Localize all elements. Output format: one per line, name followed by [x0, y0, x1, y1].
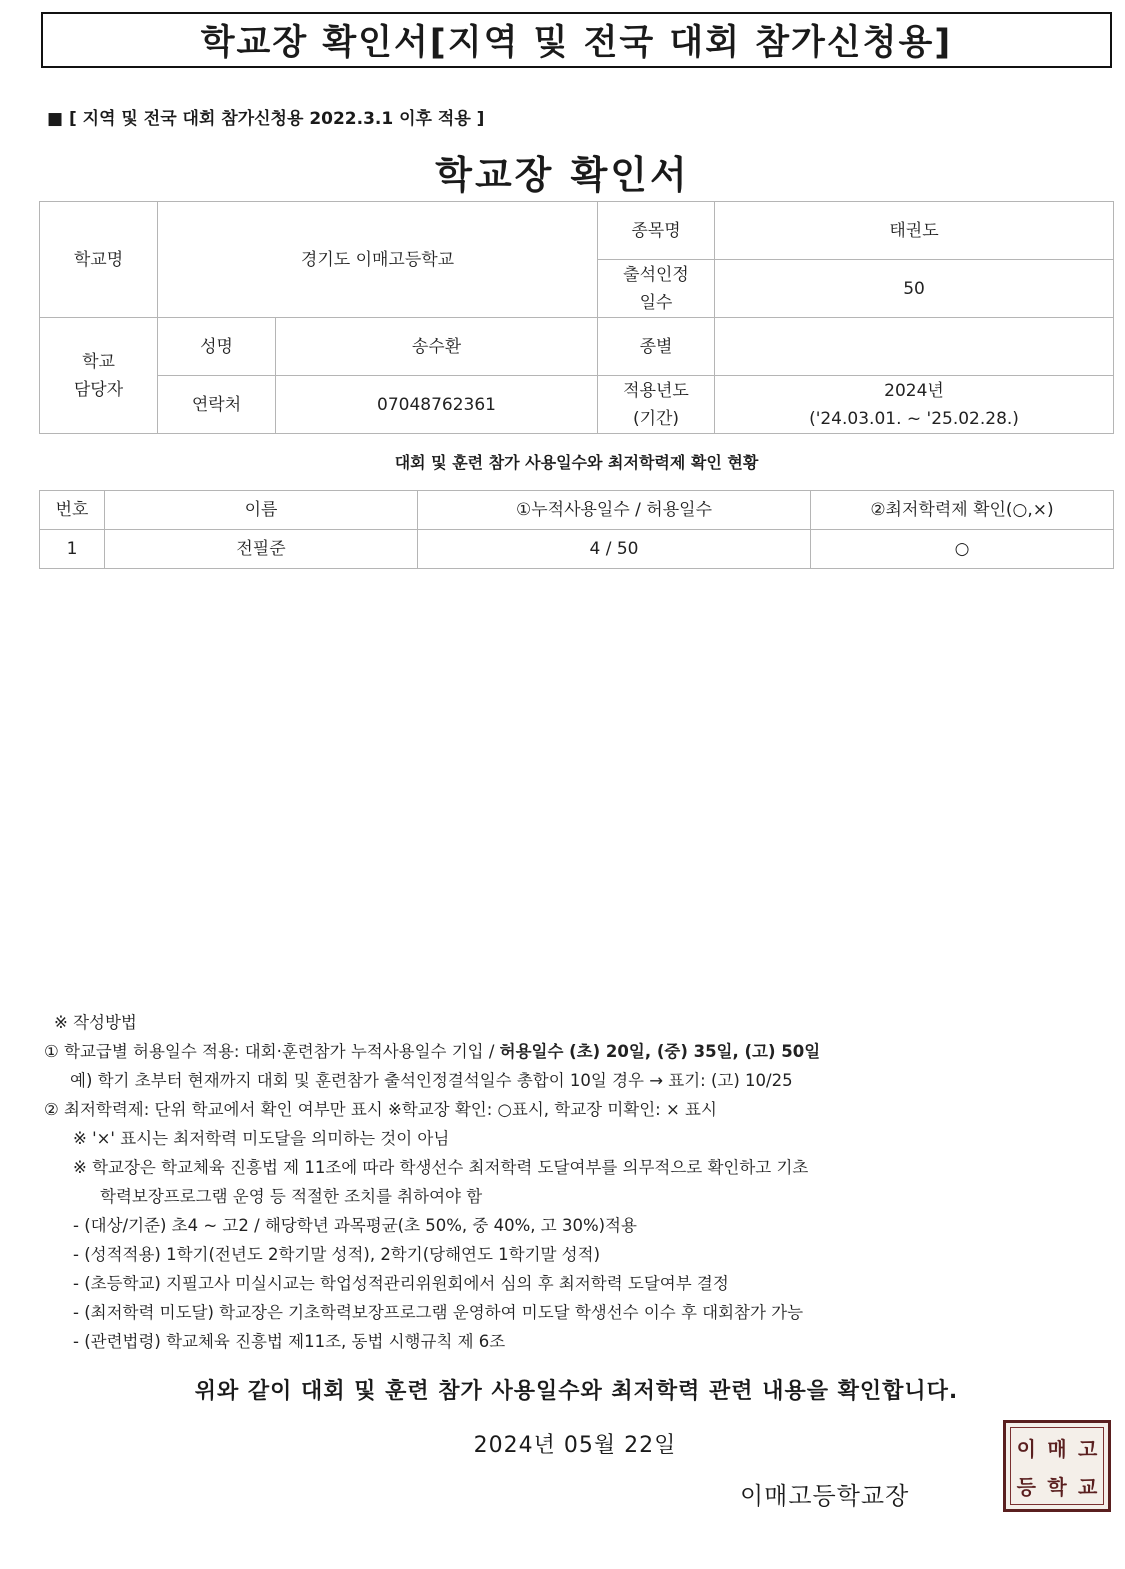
instruction-line-9: - (초등학교) 지필고사 미실시교는 학업성적관리위원회에서 심의 후 최저학력 도달여부 결정: [73, 1274, 729, 1293]
year-label-line1: 적용년도: [623, 380, 689, 401]
seal-char: 이: [1016, 1436, 1036, 1461]
document-header-title: 학교장 확인서[지역 및 전국 대회 참가신청용]: [41, 12, 1112, 68]
applicable-year-value: [715, 376, 1114, 434]
seal-char: 등: [1016, 1474, 1036, 1499]
instruction-line-8: - (성적적용) 1학기(전년도 2학기말 성적), 2학기(당해연도 1학기말 성적): [73, 1245, 601, 1264]
school-info-table: [39, 201, 1114, 434]
attendance-label-line1: 출석인정: [623, 264, 689, 285]
header-number: 번호: [40, 491, 105, 530]
header-name: 이름: [105, 491, 418, 530]
instructions-section: [44, 1008, 1104, 1356]
official-seal-icon: [1003, 1420, 1111, 1512]
confirmation-statement: 위와 같이 대회 및 훈련 참가 사용일수와 최저학력 관련 내용을 확인합니다.: [194, 1379, 959, 1404]
category-value: [715, 318, 1114, 376]
status-heading: 대회 및 훈련 참가 사용일수와 최저학력제 확인 현황: [394, 453, 759, 472]
instruction-line-2: 예) 학기 초부터 현재까지 대회 및 훈련참가 출석인정결석일수 총합이 10일 경우 → 표기: (고) 10/25: [70, 1071, 793, 1090]
year-label-line2: (기간): [632, 408, 680, 429]
instruction-line-1-text: ① 학교급별 허용일수 적용: 대회·훈련참가 누적사용일수 기입 /: [44, 1042, 500, 1061]
instruction-line-11: - (관련법령) 학교체육 진흥법 제11조, 동법 시행규칙 제 6조: [73, 1332, 506, 1351]
attendance-days-value: 50: [715, 260, 1114, 318]
header-days: ①누적사용일수 / 허용일수: [418, 491, 811, 530]
manager-label-line2: 담당자: [73, 379, 124, 400]
attendance-label-line2: 일수: [639, 292, 673, 313]
instruction-line-1-bold: 허용일수 (초) 20일, (중) 35일, (고) 50일: [499, 1042, 821, 1061]
year-value-line2: ('24.03.01. ~ '25.02.28.): [809, 408, 1019, 429]
seal-char: 고: [1077, 1436, 1098, 1461]
status-table: [39, 490, 1114, 569]
manager-label-line1: 학교: [82, 351, 115, 372]
instruction-line-4: ※ '×' 표시는 최저학력 미도달을 의미하는 것이 아님: [73, 1129, 450, 1148]
header-check: ②최저학력제 확인(○,×): [811, 491, 1114, 530]
instruction-line-6: 학력보장프로그램 운영 등 적절한 조치를 취하여야 함: [100, 1187, 483, 1206]
manager-name-label: 성명: [158, 318, 276, 376]
instruction-line-1: [44, 1037, 1104, 1066]
contact-label: 연락처: [158, 376, 276, 434]
instruction-line-5: ※ 학교장은 학교체육 진흥법 제 11조에 따라 학생선수 최저학력 도달여부를 의무적으로 확인하고 기초: [73, 1158, 809, 1177]
issue-date: 2024년 05월 22일: [473, 1433, 677, 1458]
applicability-note: ■ [ 지역 및 전국 대회 참가신청용 2022.3.1 이후 적용 ]: [47, 109, 485, 129]
table-row: [40, 530, 1114, 569]
seal-char: 매: [1047, 1436, 1067, 1461]
category-label: 종별: [598, 318, 715, 376]
school-name-label: 학교명: [40, 202, 158, 318]
status-header-row: [40, 491, 1114, 530]
row-number: 1: [40, 530, 105, 569]
principal-title: 이매고등학교장: [740, 1482, 910, 1510]
school-name-value: 경기도 이매고등학교: [158, 202, 598, 318]
instruction-line-3: ② 최저학력제: 단위 학교에서 확인 여부만 표시 ※학교장 확인: ○표시, 학교장 미확인: × 표시: [44, 1100, 717, 1119]
main-title: 학교장 확인서: [435, 153, 690, 197]
seal-char: 학: [1047, 1474, 1067, 1499]
applicable-year-label: [598, 376, 715, 434]
row-name: 전필준: [105, 530, 418, 569]
row-check: ○: [811, 530, 1114, 569]
sport-label: 종목명: [598, 202, 715, 260]
instructions-title: ※ 작성방법: [54, 1013, 137, 1032]
seal-grid: [1010, 1427, 1104, 1505]
row-days: 4 / 50: [418, 530, 811, 569]
contact-value: 07048762361: [276, 376, 598, 434]
sport-value: 태권도: [715, 202, 1114, 260]
school-manager-label: [40, 318, 158, 434]
instruction-line-7: - (대상/기준) 초4 ~ 고2 / 해당학년 과목평균(초 50%, 중 40%, 고 30%)적용: [73, 1216, 637, 1235]
attendance-days-label: [598, 260, 715, 318]
year-value-line1: 2024년: [884, 380, 944, 401]
seal-char: 교: [1077, 1474, 1098, 1499]
manager-name-value: 송수환: [276, 318, 598, 376]
instruction-line-10: - (최저학력 미도달) 학교장은 기초학력보장프로그램 운영하여 미도달 학생선수 이수 후 대회참가 가능: [73, 1303, 804, 1322]
